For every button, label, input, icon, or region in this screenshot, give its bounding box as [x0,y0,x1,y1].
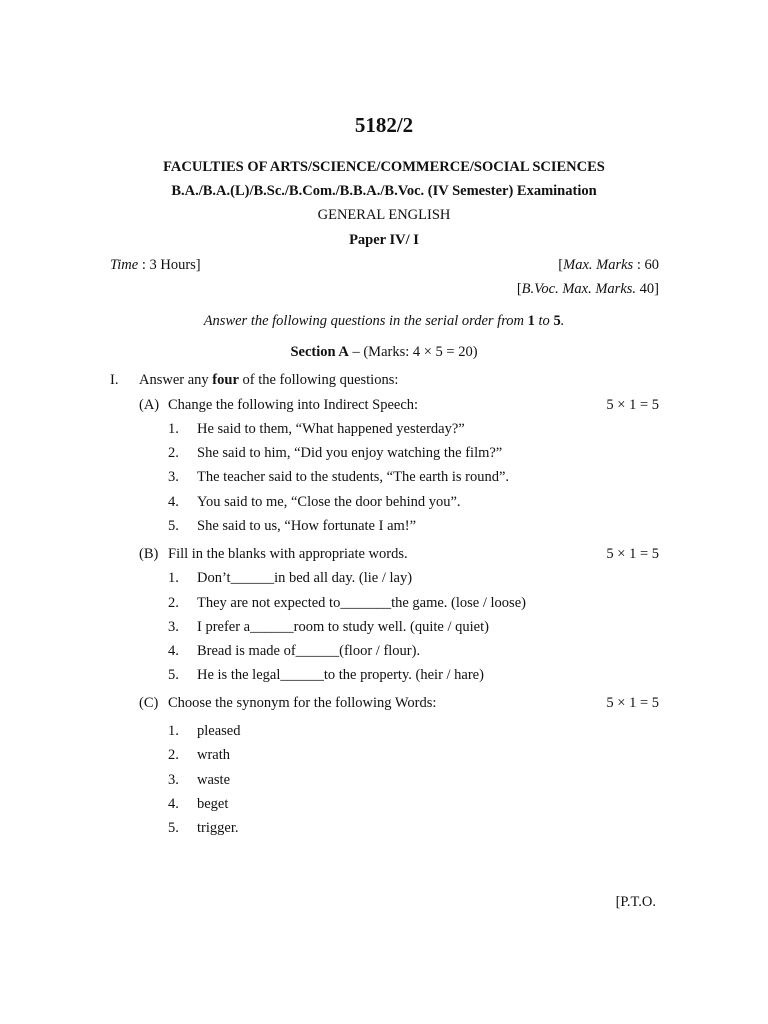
item-number: 2. [168,747,179,763]
bvoc-bracket: [ [516,281,522,297]
list-item: You said to me, “Close the door behind you”. [197,494,461,510]
exam-title [0,183,768,200]
exam-title-prefix: B.A./B.A.(L)/B.Sc./B.Com./B.B.A./B.Voc. ( [171,183,433,199]
time-line [110,257,201,274]
list-item: Don’t______in bed all day. (lie / lay) [197,570,413,586]
list-item: wrath [197,747,231,763]
section-marks: – (Marks: 4 × 5 = 20) [348,344,478,360]
item-number: 3. [168,469,179,485]
max-marks-line [420,257,659,274]
max-marks-bracket: [ [558,257,564,273]
part-heading: Fill in the blanks with appropriate words. [168,546,408,562]
item-number: 1. [168,570,179,586]
list-item: beget [197,796,229,812]
instruction-to-word: to [534,313,554,329]
time-label: Time [110,257,139,273]
paper-code: 5182/2 [354,113,414,137]
exam-title-suffix: Semester) Examination [448,183,597,199]
max-marks-label: Max. Marks [563,257,634,273]
faculties-heading: FACULTIES OF ARTS/SCIENCE/COMMERCE/SOCIAL SCIENCES [163,159,605,175]
item-number: 5. [168,667,179,683]
instruction-from: 1 [527,313,535,329]
instruction [0,313,768,330]
list-item: She said to us, “How fortunate I am!” [197,518,417,534]
list-item: I prefer a______room to study well. (quite / quiet) [197,619,489,635]
list-item: He is the legal______to the property. (heir / hare) [197,667,484,683]
item-number: 5. [168,518,179,534]
part-marks: 5 × 1 = 5 [606,695,659,711]
exam-semester: IV [432,183,449,199]
bvoc-label: B.Voc. Max. Marks. [521,281,637,297]
item-number: 3. [168,772,179,788]
instruction-end: . [560,313,565,329]
question-prompt-bold: four [212,372,239,388]
item-number: 4. [168,796,179,812]
bvoc-marks-line [420,281,659,298]
list-item: Bread is made of______(floor / flour). [197,643,421,659]
question-prompt [139,372,398,389]
question-prompt-after: of the following questions: [238,372,399,388]
bvoc-value: 40] [636,281,659,297]
item-number: 4. [168,494,179,510]
paper-title: Paper IV/ I [349,232,419,248]
item-number: 1. [168,421,179,437]
question-number: I. [110,372,119,388]
part-label: (A) [139,397,160,413]
question-prompt-before: Answer any [139,372,213,388]
section-title: Section A [290,344,349,360]
subject-title: GENERAL ENGLISH [317,207,451,223]
item-number: 2. [168,445,179,461]
list-item: trigger. [197,820,239,836]
part-label: (C) [139,695,159,711]
list-item: She said to him, “Did you enjoy watching the film?” [197,445,503,461]
item-number: 4. [168,643,179,659]
list-item: waste [197,772,231,788]
item-number: 3. [168,619,179,635]
part-marks: 5 × 1 = 5 [606,546,659,562]
list-item: The teacher said to the students, “The earth is round”. [197,469,510,485]
pto-note: [P.T.O. [615,894,656,910]
part-marks: 5 × 1 = 5 [606,397,659,413]
item-number: 5. [168,820,179,836]
instruction-text: Answer the following questions in the serial order from [203,313,528,329]
time-value: : 3 Hours] [138,257,201,273]
max-marks-value: : 60 [633,257,659,273]
list-item: He said to them, “What happened yesterday?” [197,421,465,437]
item-number: 1. [168,723,179,739]
instruction-to: 5 [553,313,561,329]
part-label: (B) [139,546,159,562]
list-item: They are not expected to_______the game. (lose / loose) [197,595,526,611]
part-heading: Change the following into Indirect Speech: [168,397,419,413]
part-heading: Choose the synonym for the following Words: [168,695,437,711]
item-number: 2. [168,595,179,611]
list-item: pleased [197,723,241,739]
section-heading [0,344,768,361]
